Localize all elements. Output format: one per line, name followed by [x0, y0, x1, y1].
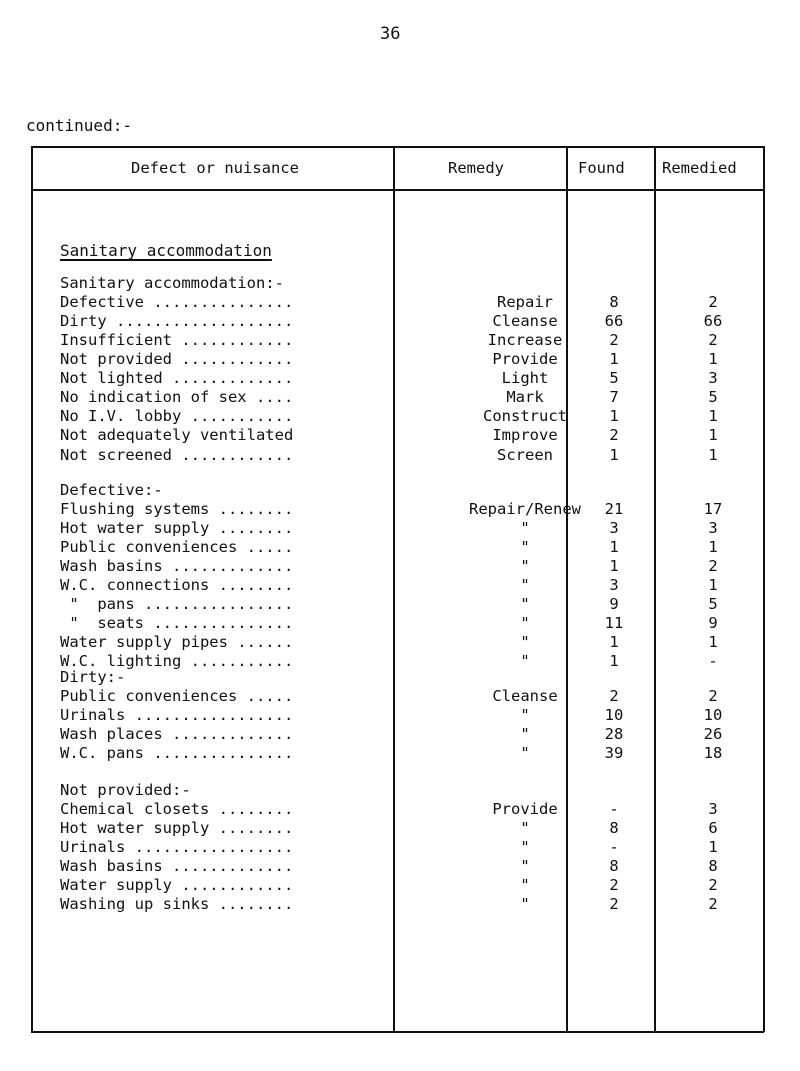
table-row — [0, 538, 800, 557]
group-label — [0, 668, 800, 687]
defect-cell: Not provided ............ — [60, 350, 294, 369]
remedy-cell: " — [520, 614, 530, 633]
remedy-cell: Provide — [492, 800, 558, 818]
found-cell: 8 — [609, 293, 619, 312]
table-row — [0, 557, 800, 576]
defect-cell: Not screened ............ — [60, 445, 294, 464]
defect-cell: W.C. pans ............... — [60, 744, 294, 763]
defect-cell: No I.V. lobby ........... — [60, 407, 294, 426]
remedy-cell: " — [520, 876, 530, 895]
defect-cell: Public conveniences ..... — [60, 538, 294, 557]
found-cell: 1 — [609, 407, 619, 426]
found-cell: 11 — [604, 614, 624, 633]
remedy-cell: Increase — [487, 331, 563, 350]
remedied-cell: 2 — [708, 331, 718, 350]
table-row — [0, 614, 800, 633]
remedied-cell: 66 — [703, 312, 723, 331]
remedied-cell: 5 — [708, 388, 718, 407]
defect-cell: Urinals ................. — [60, 838, 294, 857]
defect-cell: Not lighted ............. — [60, 369, 294, 388]
remedy-cell: Cleanse — [492, 312, 558, 331]
remedy-cell: Light — [501, 369, 549, 388]
group-label-text: Not provided:- — [60, 781, 191, 799]
remedied-cell: 1 — [708, 445, 718, 464]
remedy-cell: " — [520, 819, 530, 838]
remedied-cell: 8 — [708, 857, 718, 876]
defect-cell: Urinals ................. — [60, 706, 294, 725]
defect-cell: Dirty ................... — [60, 312, 294, 331]
found-cell: 7 — [609, 388, 619, 407]
remedy-cell: " — [520, 538, 530, 557]
remedied-cell: 9 — [708, 614, 718, 633]
remedied-cell: 5 — [708, 595, 718, 614]
found-cell: - — [609, 838, 619, 857]
table-row — [0, 369, 800, 388]
table-row — [0, 576, 800, 595]
table-row — [0, 312, 800, 331]
defect-cell: Defective ............... — [60, 293, 294, 312]
found-cell: 2 — [609, 426, 619, 445]
table-row — [0, 819, 800, 838]
found-cell: 8 — [609, 857, 619, 876]
group-label — [0, 481, 800, 500]
found-cell: 2 — [609, 687, 619, 705]
remedied-cell: 2 — [708, 876, 718, 895]
defect-cell: No indication of sex .... — [60, 388, 294, 407]
header-remedied: Remedied — [662, 159, 737, 177]
found-cell: 2 — [609, 331, 619, 350]
found-cell: 28 — [604, 725, 624, 744]
group-label-text: Sanitary accommodation:- — [60, 274, 284, 292]
table-row — [0, 293, 800, 312]
remedy-cell: " — [520, 519, 530, 538]
remedied-cell: 3 — [708, 369, 718, 388]
defect-cell: Insufficient ............ — [60, 331, 294, 350]
remedy-cell: Improve — [492, 426, 558, 445]
defect-cell: " pans ................ — [60, 595, 294, 614]
remedy-cell: Repair/Renew — [469, 500, 581, 519]
remedied-cell: 1 — [708, 838, 718, 857]
remedied-cell: 1 — [708, 576, 718, 595]
remedy-cell: Cleanse — [492, 687, 558, 705]
defect-cell: Water supply pipes ...... — [60, 633, 294, 652]
remedied-cell: 17 — [703, 500, 723, 519]
table-row — [0, 350, 800, 369]
group-label — [0, 274, 800, 293]
table-row — [0, 388, 800, 407]
table-row — [0, 744, 800, 763]
found-cell: 9 — [609, 595, 619, 614]
table-row — [0, 500, 800, 519]
table-row — [0, 800, 800, 819]
found-cell: 1 — [609, 652, 619, 671]
found-cell: 1 — [609, 538, 619, 557]
table-row — [0, 706, 800, 725]
remedied-cell: 10 — [703, 706, 723, 725]
continued-label: continued:- — [26, 116, 132, 135]
found-cell: 3 — [609, 576, 619, 595]
page-number: 36 — [380, 24, 401, 44]
remedy-cell: " — [520, 633, 530, 652]
found-cell: 39 — [604, 744, 624, 763]
defect-cell: " seats ............... — [60, 614, 294, 633]
remedied-cell: 1 — [708, 633, 718, 652]
remedy-cell: " — [520, 857, 530, 876]
header-found: Found — [578, 159, 625, 177]
table-row — [0, 446, 800, 465]
remedied-cell: 26 — [703, 725, 723, 744]
table-row — [0, 838, 800, 857]
found-cell: 1 — [609, 557, 619, 576]
remedied-cell: 2 — [708, 293, 718, 312]
found-cell: - — [609, 800, 619, 818]
defect-cell: Hot water supply ........ — [60, 519, 294, 538]
remedied-cell: 1 — [708, 538, 718, 557]
found-cell: 2 — [609, 876, 619, 895]
defect-cell: Wash places ............. — [60, 725, 294, 744]
table-row — [0, 725, 800, 744]
remedy-cell: " — [520, 744, 530, 763]
header-remedy: Remedy — [448, 159, 504, 177]
remedy-cell: Repair — [497, 293, 553, 312]
remedied-cell: 2 — [708, 557, 718, 576]
remedied-cell: 2 — [708, 687, 718, 705]
table-row — [0, 595, 800, 614]
remedy-cell: " — [520, 557, 530, 576]
found-cell: 3 — [609, 519, 619, 538]
remedied-cell: 3 — [708, 800, 718, 818]
remedied-cell: 1 — [708, 426, 718, 445]
found-cell: 21 — [604, 500, 624, 519]
remedied-cell: 1 — [708, 407, 718, 426]
found-cell: 1 — [609, 445, 619, 464]
remedy-cell: Provide — [492, 350, 558, 369]
defect-cell: Not adequately ventilated — [60, 426, 294, 445]
remedied-cell: 3 — [708, 519, 718, 538]
table-row — [0, 895, 800, 914]
defect-cell: Wash basins ............. — [60, 557, 294, 576]
remedied-cell: 2 — [708, 895, 718, 914]
remedy-cell: " — [520, 725, 530, 744]
defect-cell: Flushing systems ........ — [60, 500, 294, 519]
remedied-cell: 6 — [708, 819, 718, 838]
found-cell: 66 — [604, 312, 624, 331]
table-row — [0, 633, 800, 652]
defect-cell: W.C. lighting ........... — [60, 652, 294, 671]
table-row — [0, 331, 800, 350]
remedy-cell: " — [520, 895, 530, 914]
group-label — [0, 781, 800, 800]
found-cell: 2 — [609, 895, 619, 914]
remedy-cell: " — [520, 652, 530, 671]
remedy-cell: " — [520, 595, 530, 614]
header-defect: Defect or nuisance — [131, 159, 299, 177]
remedy-cell: Construct — [483, 407, 567, 426]
table-row — [0, 687, 800, 706]
found-cell: 10 — [604, 706, 624, 725]
remedy-cell: " — [520, 706, 530, 725]
defect-cell: Wash basins ............. — [60, 857, 294, 876]
found-cell: 5 — [609, 369, 619, 388]
defect-cell: Water supply ............ — [60, 876, 294, 895]
remedy-cell: Mark — [506, 388, 544, 407]
defect-cell: Chemical closets ........ — [60, 800, 294, 818]
defect-cell: W.C. connections ........ — [60, 576, 294, 595]
table-row — [0, 426, 800, 445]
remedy-cell: " — [520, 838, 530, 857]
table-row — [0, 876, 800, 895]
group-label-text: Defective:- — [60, 481, 163, 499]
defect-cell: Washing up sinks ........ — [60, 895, 294, 914]
defect-cell: Public conveniences ..... — [60, 687, 294, 705]
defect-cell: Hot water supply ........ — [60, 819, 294, 838]
found-cell: 8 — [609, 819, 619, 838]
remedied-cell: 1 — [708, 350, 718, 369]
remedy-cell: Screen — [497, 445, 553, 464]
remedied-cell: - — [708, 652, 718, 671]
found-cell: 1 — [609, 633, 619, 652]
found-cell: 1 — [609, 350, 619, 369]
table-row — [0, 857, 800, 876]
remedy-cell: " — [520, 576, 530, 595]
table-row — [0, 519, 800, 538]
group-label-text: Dirty:- — [60, 668, 126, 686]
section-title: Sanitary accommodation — [60, 241, 272, 260]
table-row — [0, 407, 800, 426]
remedied-cell: 18 — [703, 744, 723, 763]
